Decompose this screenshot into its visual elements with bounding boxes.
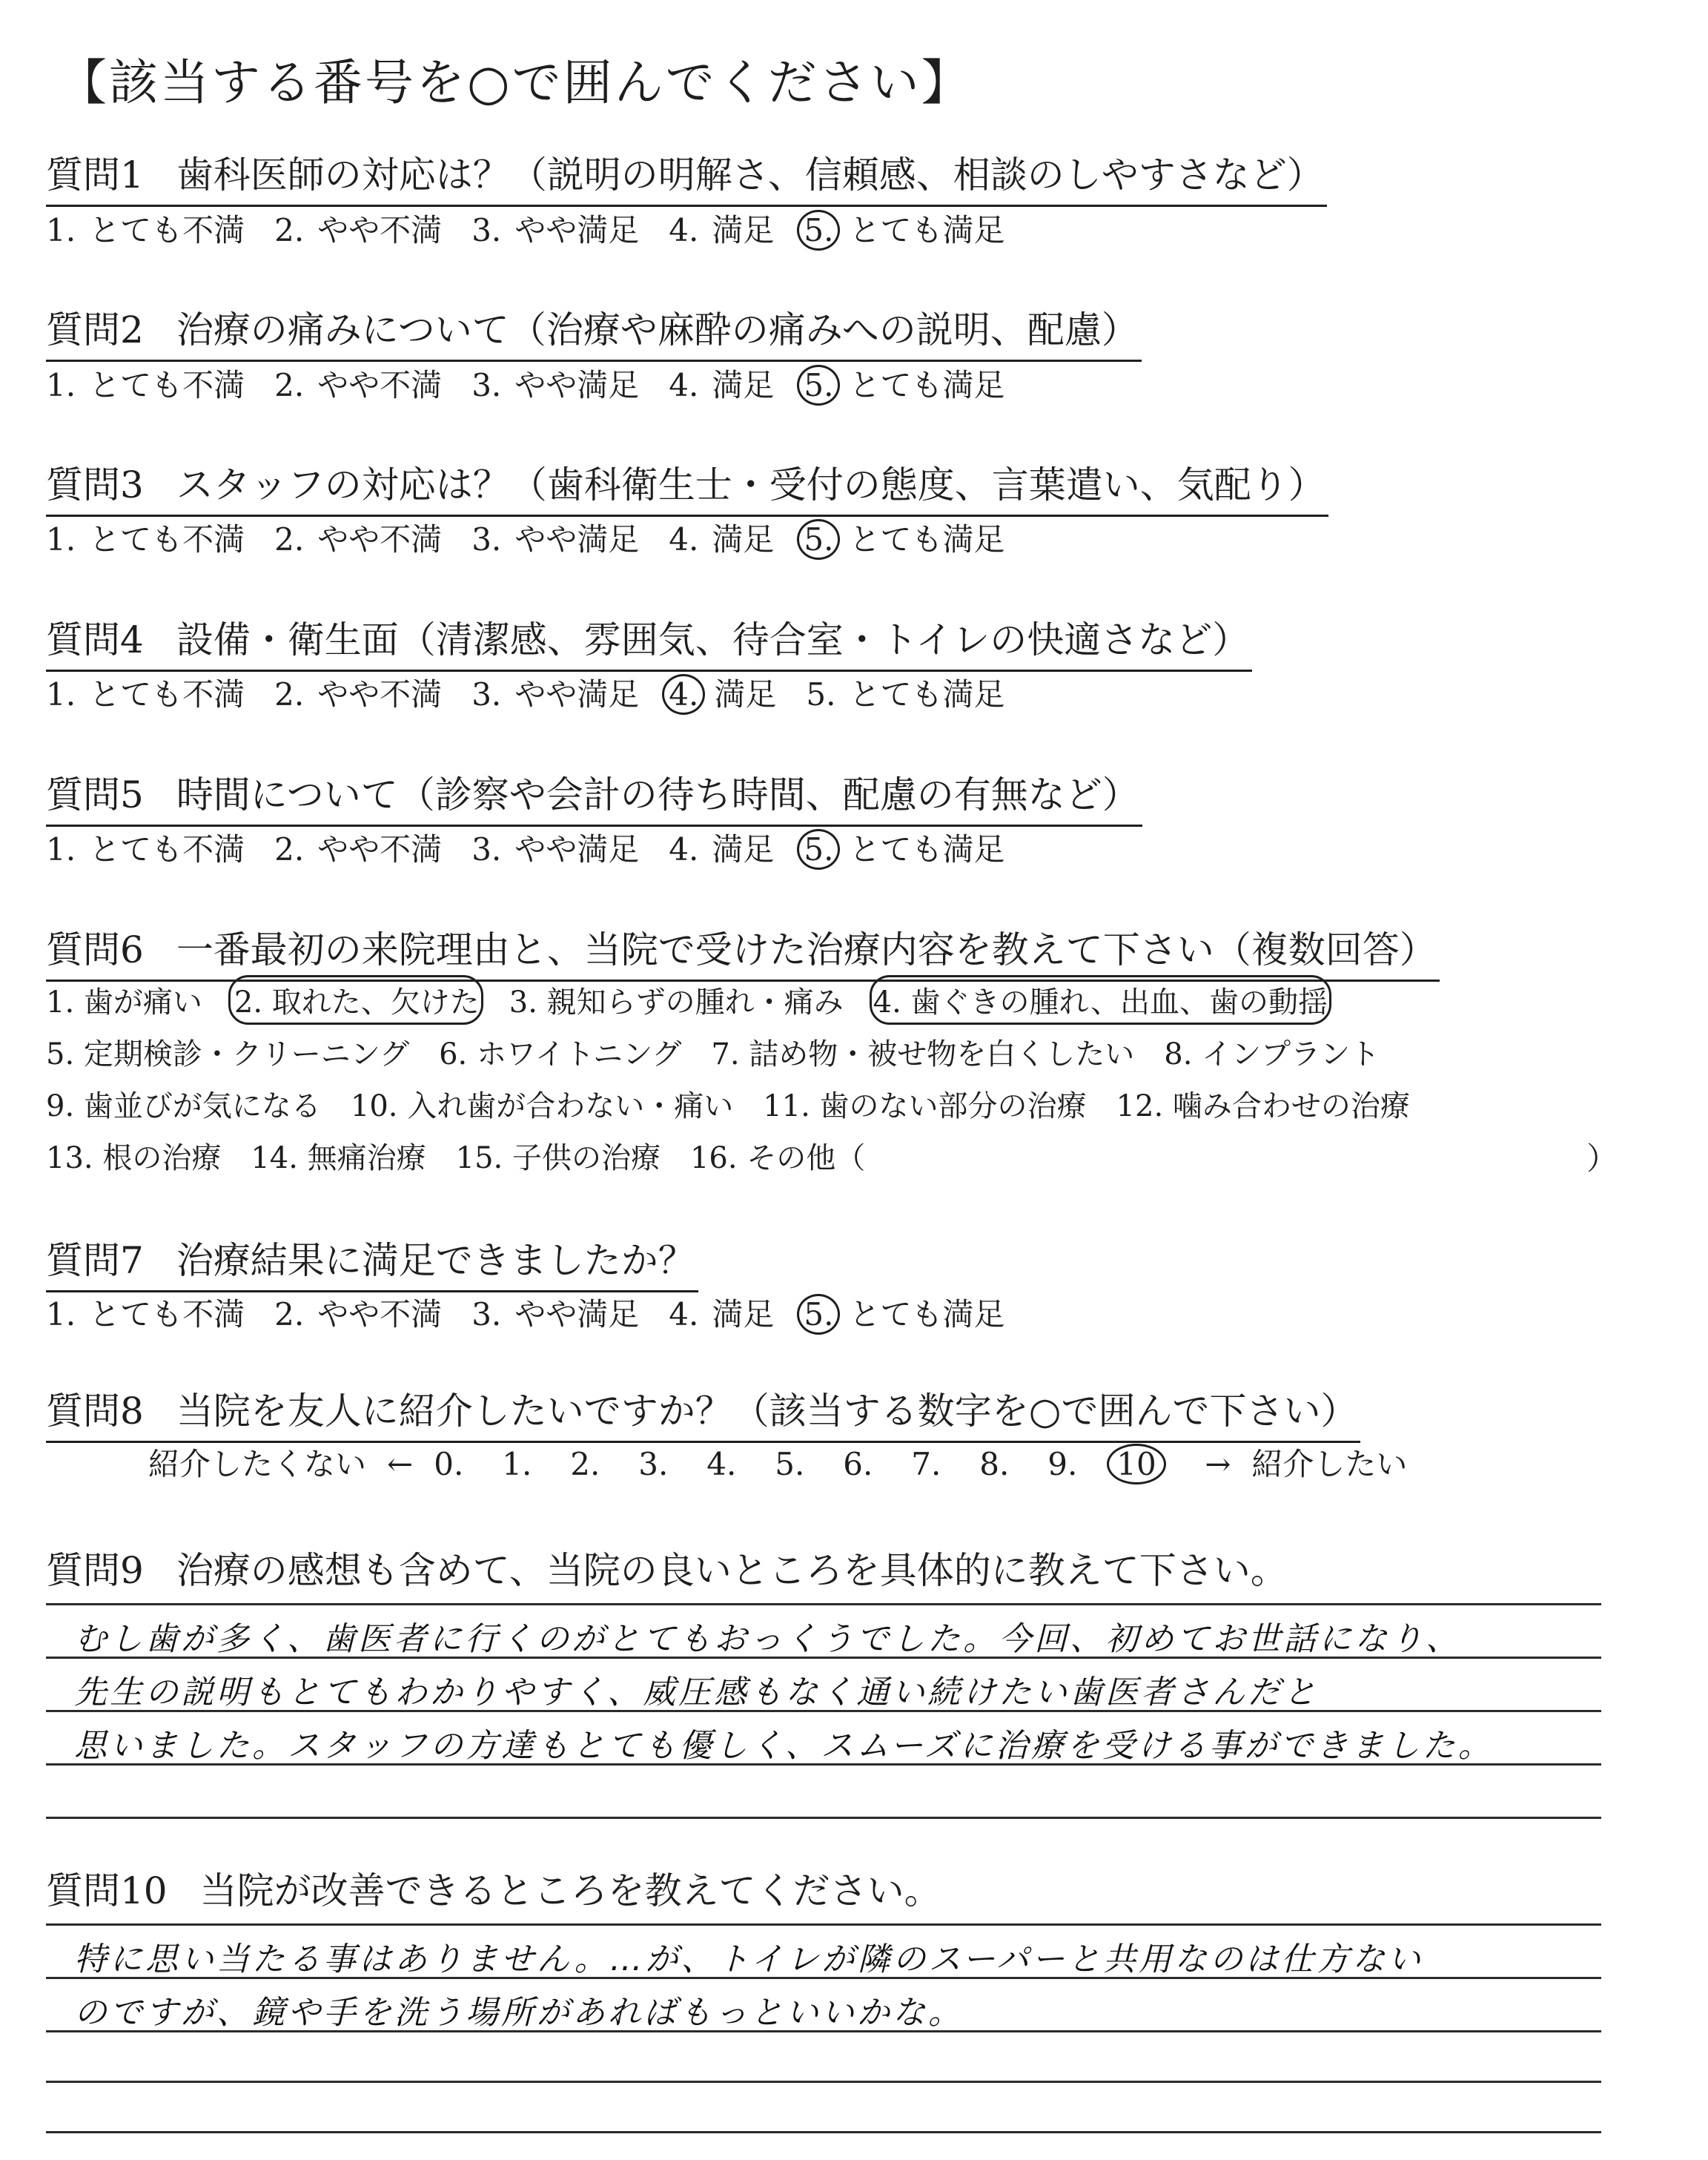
right-arrow-icon: →	[1205, 1446, 1231, 1482]
q10-answer-line-2: のですが、鏡や手を洗う場所があればもっといいかな。	[74, 1994, 964, 2032]
question-number: 質問1	[46, 153, 144, 196]
selection-circle: 5.	[797, 1294, 840, 1335]
q6-option-13[interactable]: 13. 根の治療	[46, 1141, 222, 1175]
answer-line	[46, 2131, 1601, 2133]
scale-8[interactable]: 8.	[979, 1446, 1010, 1482]
question-text: 一番最初の来院理由と、当院で受けた治療内容を教えて下さい（複数回答）	[176, 928, 1437, 971]
question-5-options	[46, 825, 1034, 870]
question-text: 治療結果に満足できましたか？	[176, 1239, 695, 1282]
question-6-heading	[46, 920, 1440, 982]
q6-option-8[interactable]: 8. インプラント	[1164, 1037, 1380, 1071]
question-8-scale	[148, 1440, 1407, 1484]
question-number: 質問6	[46, 928, 144, 971]
option-3[interactable]: 3. やや満足	[471, 831, 640, 868]
option-1[interactable]: 1. とても不満	[46, 1296, 245, 1332]
option-5-selected[interactable]: 5. とても満足	[804, 825, 1004, 870]
scale-9[interactable]: 9.	[1047, 1446, 1078, 1482]
q6-option-12[interactable]: 12. 噛み合わせの治療	[1116, 1089, 1410, 1123]
option-1[interactable]: 1. とても不満	[46, 212, 245, 248]
question-text: スタッフの対応は？（歯科衛生士・受付の態度、言葉遣い、気配り）	[176, 463, 1325, 506]
option-2[interactable]: 2. やや不満	[274, 1296, 443, 1332]
question-text: 時間について（診察や会計の待ち時間、配慮の有無など）	[176, 773, 1139, 816]
option-2[interactable]: 2. やや不満	[274, 521, 443, 558]
question-text: 歯科医師の対応は？（説明の明解さ、信頼感、相談のしやすさなど）	[176, 153, 1324, 196]
question-2-options	[46, 361, 1034, 406]
selection-circle: 5.	[797, 210, 840, 251]
scale-2[interactable]: 2.	[570, 1446, 600, 1482]
q9-answer-line-2: 先生の説明もとてもわかりやすく、威圧感もなく通い続けたい歯医者さんだと	[74, 1674, 1320, 1711]
option-4[interactable]: 4. 満足	[669, 212, 775, 248]
question-number: 質問10	[46, 1869, 168, 1912]
scale-left-label: 紹介したくない	[148, 1446, 367, 1482]
option-3[interactable]: 3. やや満足	[471, 367, 640, 403]
option-4[interactable]: 4. 満足	[669, 367, 775, 403]
answer-line	[46, 1923, 1601, 1926]
question-6-options-row-1	[46, 979, 1357, 1021]
scale-6[interactable]: 6.	[843, 1446, 873, 1482]
scale-right-label: 紹介したい	[1251, 1446, 1408, 1482]
scale-5[interactable]: 5.	[775, 1446, 805, 1482]
answer-line	[46, 1710, 1601, 1712]
scale-7[interactable]: 7.	[911, 1446, 941, 1482]
question-6-options-row-4	[46, 1135, 895, 1177]
selection-circle: 4.	[662, 674, 705, 715]
question-8-heading	[46, 1381, 1360, 1443]
answer-line	[46, 1817, 1601, 1819]
question-number: 質問2	[46, 308, 144, 351]
scale-0[interactable]: 0.	[434, 1446, 464, 1482]
option-4[interactable]: 4. 満足	[669, 1296, 775, 1332]
q6-option-3[interactable]: 3. 親知らずの腫れ・痛み	[509, 985, 844, 1020]
option-2[interactable]: 2. やや不満	[274, 367, 443, 403]
scale-3[interactable]: 3.	[638, 1446, 669, 1482]
question-text: 設備・衛生面（清潔感、雰囲気、待合室・トイレの快適さなど）	[176, 618, 1250, 661]
option-5-selected[interactable]: 5. とても満足	[804, 1290, 1004, 1335]
q6-option-16-other[interactable]: 16. その他（	[689, 1141, 866, 1175]
question-text: 当院が改善できるところを教えてください。	[199, 1869, 941, 1912]
q10-answer-line-1: 特に思い当たる事はありません。…が、トイレが隣のスーパーと共用なのは仕方ない	[74, 1941, 1424, 1978]
option-1[interactable]: 1. とても不満	[46, 521, 245, 558]
option-5[interactable]: 5. とても満足	[806, 676, 1005, 713]
q6-option-10[interactable]: 10. 入れ歯が合わない・痛い	[350, 1089, 734, 1123]
answer-line	[46, 2030, 1601, 2032]
question-number: 質問3	[46, 463, 144, 506]
option-2[interactable]: 2. やや不満	[274, 212, 443, 248]
question-6-options-row-2	[46, 1031, 1409, 1073]
question-5-heading	[46, 765, 1142, 827]
question-number: 質問9	[46, 1549, 144, 1592]
option-2[interactable]: 2. やや不満	[274, 676, 443, 713]
question-7-heading	[46, 1231, 698, 1292]
q6-option-5[interactable]: 5. 定期検診・クリーニング	[46, 1037, 410, 1071]
answer-line	[46, 1977, 1601, 1979]
option-5-selected[interactable]: 5. とても満足	[804, 206, 1004, 251]
question-number: 質問8	[46, 1390, 144, 1433]
question-text: 治療の痛みについて（治療や麻酔の痛みへの説明、配慮）	[176, 308, 1139, 351]
q6-option-6[interactable]: 6. ホワイトニング	[439, 1037, 682, 1071]
scale-10-selected[interactable]: 10	[1116, 1446, 1184, 1482]
left-arrow-icon: ←	[387, 1446, 414, 1482]
option-3[interactable]: 3. やや満足	[471, 212, 640, 248]
scale-1[interactable]: 1.	[502, 1446, 532, 1482]
question-number: 質問4	[46, 618, 144, 661]
question-7-options	[46, 1290, 1034, 1335]
question-text: 治療の感想も含めて、当院の良いところを具体的に教えて下さい。	[176, 1549, 1288, 1592]
option-4[interactable]: 4. 満足	[669, 831, 775, 868]
answer-line	[46, 2081, 1601, 2083]
q6-option-15[interactable]: 15. 子供の治療	[455, 1141, 661, 1175]
answer-line	[46, 1763, 1601, 1766]
option-3[interactable]: 3. やや満足	[471, 521, 640, 558]
question-6-options-row-3	[46, 1083, 1440, 1125]
option-4-selected[interactable]: 4. 満足	[669, 670, 776, 715]
option-5-selected[interactable]: 5. とても満足	[804, 515, 1004, 560]
question-10-heading	[46, 1861, 944, 1920]
q6-option-2-selected[interactable]: 2. 取れた、欠けた	[232, 979, 480, 1021]
option-2[interactable]: 2. やや不満	[274, 831, 443, 868]
option-1[interactable]: 1. とても不満	[46, 367, 245, 403]
option-3[interactable]: 3. やや満足	[471, 1296, 640, 1332]
q6-option-14[interactable]: 14. 無痛治療	[251, 1141, 426, 1175]
question-number: 質問7	[46, 1239, 144, 1282]
q6-option-7[interactable]: 7. 詰め物・被せ物を白くしたい	[711, 1037, 1135, 1071]
question-4-options	[46, 670, 1034, 715]
q6-option-1[interactable]: 1. 歯が痛い	[46, 985, 202, 1020]
option-5-selected[interactable]: 5. とても満足	[804, 361, 1004, 406]
answer-line	[46, 1657, 1601, 1659]
question-number: 質問5	[46, 773, 144, 816]
selection-circle: 5.	[797, 519, 840, 560]
option-1[interactable]: 1. とても不満	[46, 676, 245, 713]
question-1-options	[46, 206, 1034, 251]
selection-circle: 5.	[797, 365, 840, 406]
question-3-options	[46, 515, 1034, 560]
q6-option-9[interactable]: 9. 歯並びが気になる	[46, 1089, 321, 1123]
question-9-heading	[46, 1541, 1291, 1600]
other-close-paren: ）	[1586, 1140, 1618, 1177]
question-text: 当院を友人に紹介したいですか？（該当する数字を○で囲んで下さい）	[176, 1390, 1358, 1433]
q9-answer-line-3: 思いました。スタッフの方達もとても優しく、スムーズに治療を受ける事ができました。	[74, 1727, 1494, 1765]
q9-answer-line-1: むし歯が多く、歯医者に行くのがとてもおっくうでした。今回、初めてお世話になり、	[74, 1620, 1462, 1658]
question-3-heading	[46, 455, 1328, 517]
scale-4[interactable]: 4.	[706, 1446, 737, 1482]
q6-option-11[interactable]: 11. 歯のない部分の治療	[763, 1089, 1087, 1123]
page-title: 【該当する番号を○で囲んでください】	[58, 54, 973, 111]
answer-line	[46, 1603, 1601, 1605]
question-4-heading	[46, 610, 1252, 672]
q6-option-4-selected[interactable]: 4. 歯ぐきの腫れ、出血、歯の動揺	[873, 979, 1328, 1021]
option-4[interactable]: 4. 満足	[669, 521, 775, 558]
option-3[interactable]: 3. やや満足	[471, 676, 640, 713]
selection-circle: 5.	[797, 829, 840, 870]
option-1[interactable]: 1. とても不満	[46, 831, 245, 868]
question-1-heading	[46, 145, 1327, 207]
question-2-heading	[46, 300, 1142, 362]
